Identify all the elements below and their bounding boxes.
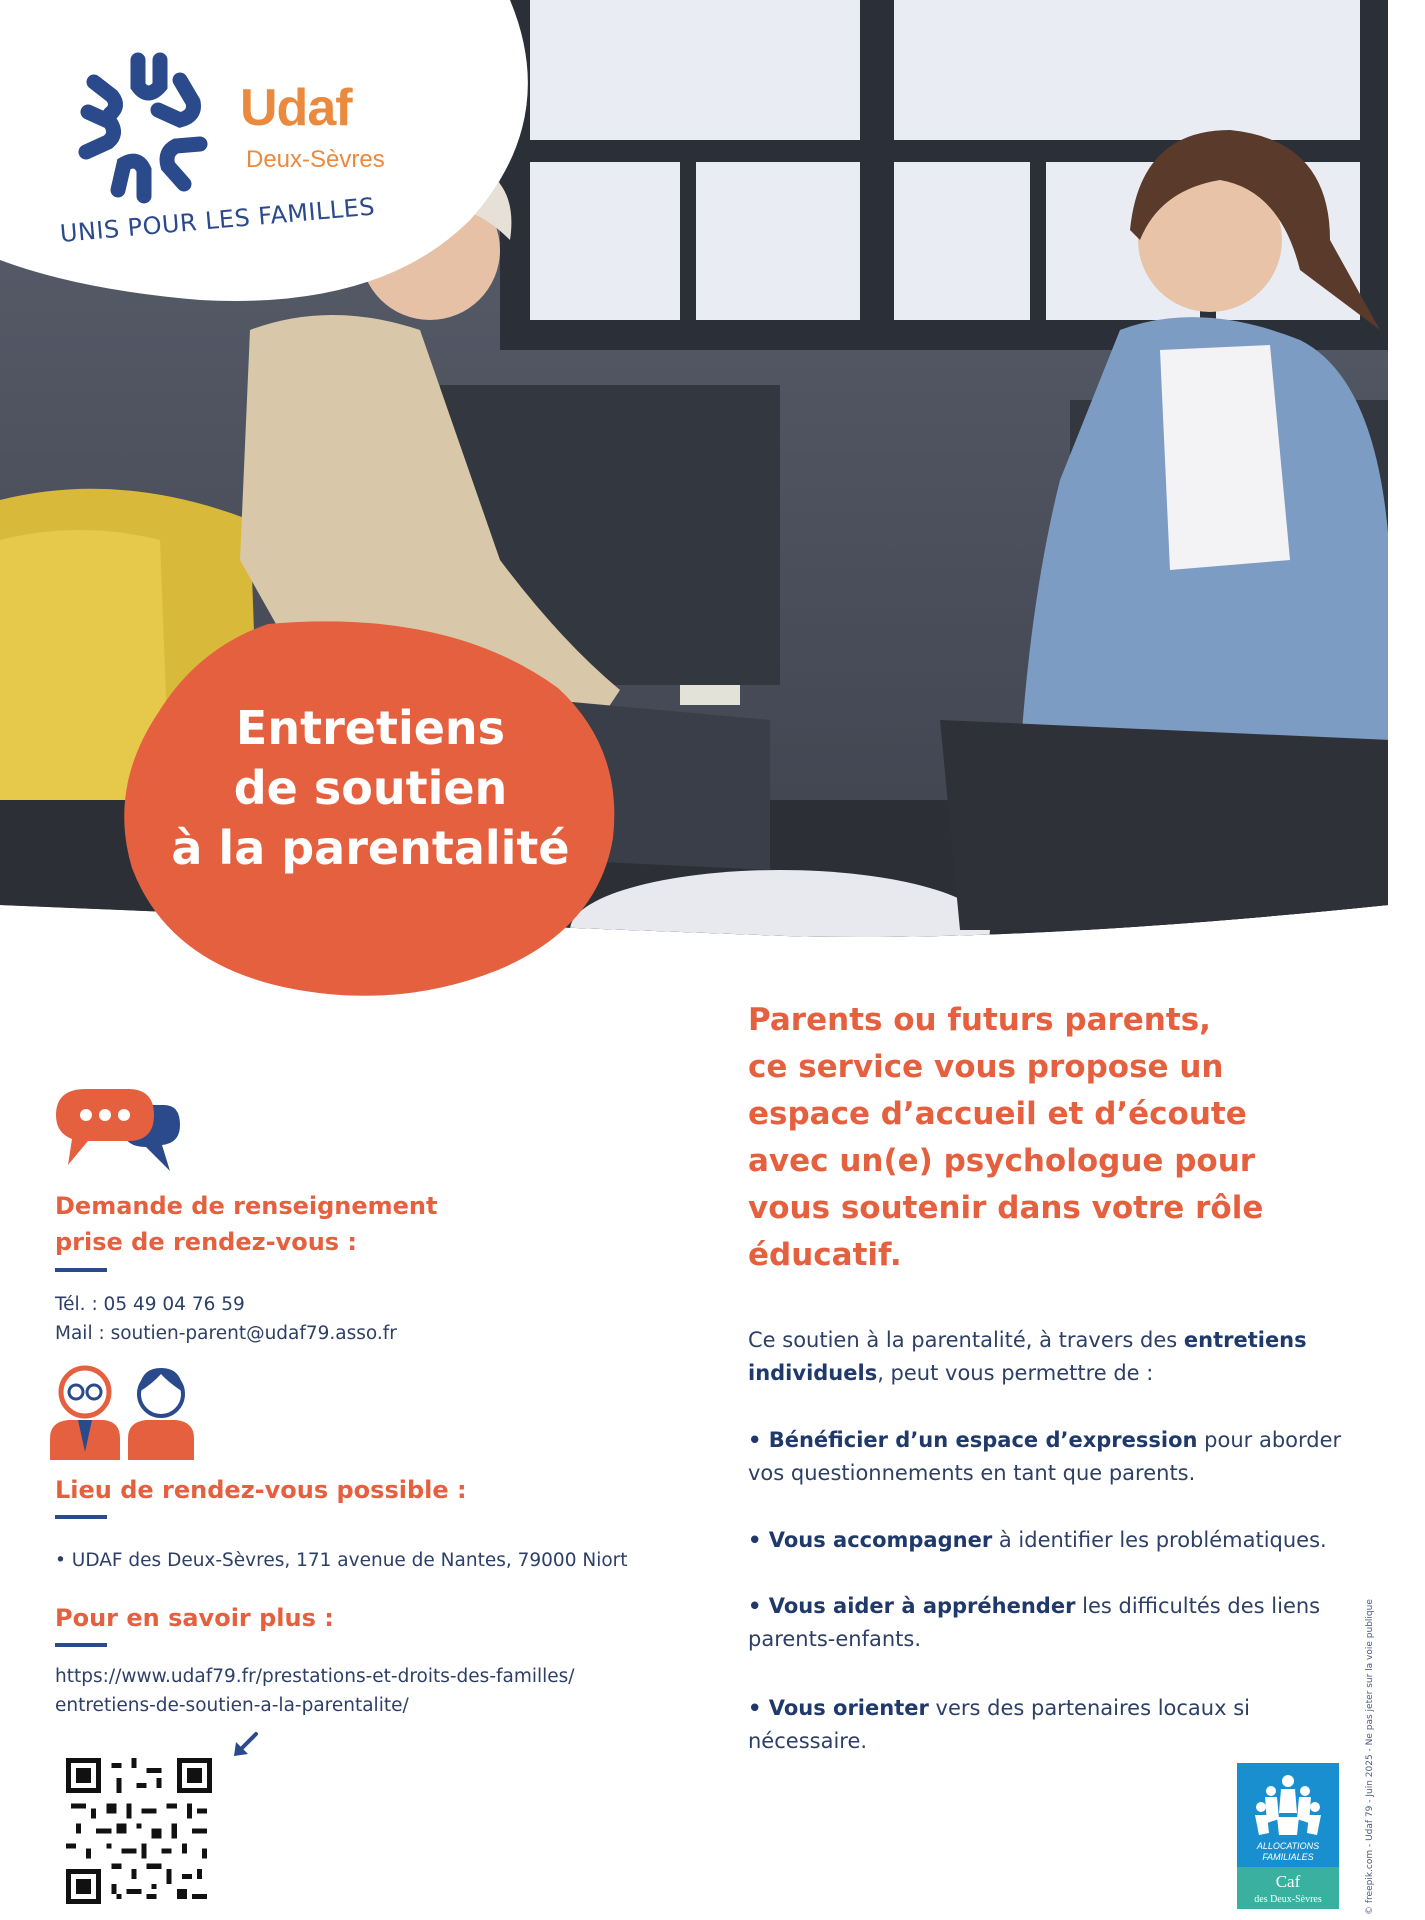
logo-region: Deux-Sèvres	[246, 146, 385, 173]
contact-heading-line-2: prise de rendez-vous :	[55, 1228, 358, 1256]
caf-line-1: ALLOCATIONS	[1256, 1841, 1320, 1851]
location-address: • UDAF des Deux-Sèvres, 171 avenue de Nantes, 79000 Niort	[55, 1550, 628, 1571]
benefit-rest: vers des partenaires locaux si nécessaire.	[748, 1696, 1250, 1753]
contact-rule	[55, 1268, 107, 1272]
caf-name: Caf	[1275, 1872, 1301, 1891]
more-link-line-2[interactable]: entretiens-de-soutien-a-la-parentalite/	[55, 1695, 409, 1716]
udaf-emblem-icon	[68, 48, 228, 208]
benefit-bold-text: Vous orienter	[768, 1696, 929, 1720]
caf-line-2: FAMILIALES	[1262, 1852, 1314, 1862]
logo-tagline: UNIS POUR LES FAMILLES	[58, 192, 377, 248]
intro-bold: entretiens individuels	[748, 1328, 1307, 1385]
title-line-1: Entretiens	[235, 701, 506, 755]
lead-line-4: avec un(e) psychologue pour	[748, 1143, 1256, 1179]
benefit-bold-text: Vous aider à appréhender	[768, 1594, 1076, 1618]
more-rule	[55, 1643, 107, 1647]
chat-bubbles-icon	[52, 1085, 182, 1181]
caf-region: des Deux-Sèvres	[1254, 1894, 1322, 1905]
arrow-down-left-icon	[230, 1730, 260, 1760]
intro-text-1: Ce soutien à la parentalité, à travers des	[748, 1328, 1184, 1352]
benefit-item	[748, 1590, 1368, 1656]
benefit-item	[748, 1692, 1268, 1758]
intro-paragraph	[748, 1324, 1368, 1390]
title-bubble	[118, 618, 623, 1000]
location-heading: Lieu de rendez-vous possible :	[55, 1476, 467, 1504]
caf-logo[interactable]	[1237, 1763, 1339, 1909]
intro-text-2: , peut vous permettre de :	[877, 1361, 1154, 1385]
title-line-2: de soutien	[233, 761, 508, 815]
udaf-logo[interactable]	[60, 48, 420, 258]
benefit-bold-text: Vous accompagner	[768, 1528, 993, 1552]
benefit-rest: pour aborder vos questionnements en tant que parents.	[748, 1428, 1342, 1485]
benefit-bold: • Vous aider à appréhender	[748, 1594, 1076, 1618]
contact-heading	[55, 1188, 438, 1260]
page-title	[118, 698, 623, 878]
lead-line-5: vous soutenir dans votre rôle	[748, 1190, 1264, 1226]
lead-line-2: ce service vous propose un	[748, 1049, 1224, 1085]
contact-heading-line-1: Demande de renseignement	[55, 1192, 438, 1220]
benefit-bold-text: Bénéficier d’un espace d’expression	[768, 1428, 1198, 1452]
benefit-item	[748, 1424, 1368, 1490]
more-link[interactable]	[55, 1662, 575, 1720]
lead-line-6: éducatif.	[748, 1237, 902, 1273]
qr-code[interactable]	[66, 1758, 212, 1904]
benefit-item	[748, 1524, 1368, 1557]
benefit-rest: les difficultés des liens parents-enfants.	[748, 1594, 1321, 1651]
lead-line-3: espace d’accueil et d’écoute	[748, 1096, 1247, 1132]
location-rule	[55, 1515, 107, 1519]
contact-mail[interactable]: Mail : soutien-parent@udaf79.asso.fr	[55, 1323, 397, 1344]
contact-phone[interactable]: Tél. : 05 49 04 76 59	[55, 1294, 245, 1315]
benefit-bold: • Bénéficier d’un espace d’expression	[748, 1428, 1198, 1452]
more-link-line-1[interactable]: https://www.udaf79.fr/prestations-et-droits-des-familles/	[55, 1666, 575, 1687]
benefit-rest: à identifier les problématiques.	[992, 1528, 1327, 1552]
more-heading: Pour en savoir plus :	[55, 1604, 334, 1632]
benefit-bold: • Vous accompagner	[748, 1528, 993, 1552]
lead-statement	[748, 997, 1368, 1279]
credit-line: © freepik.com - Udaf 79 - Juin 2025 - Ne pas jeter sur la voie publique	[1365, 1599, 1375, 1915]
title-line-3: à la parentalité	[171, 821, 570, 875]
contact-details	[55, 1290, 397, 1348]
logo-wordmark: Udaf	[240, 79, 352, 137]
benefit-bold: • Vous orienter	[748, 1696, 929, 1720]
people-icon	[48, 1360, 196, 1460]
lead-line-1: Parents ou futurs parents,	[748, 1002, 1211, 1038]
